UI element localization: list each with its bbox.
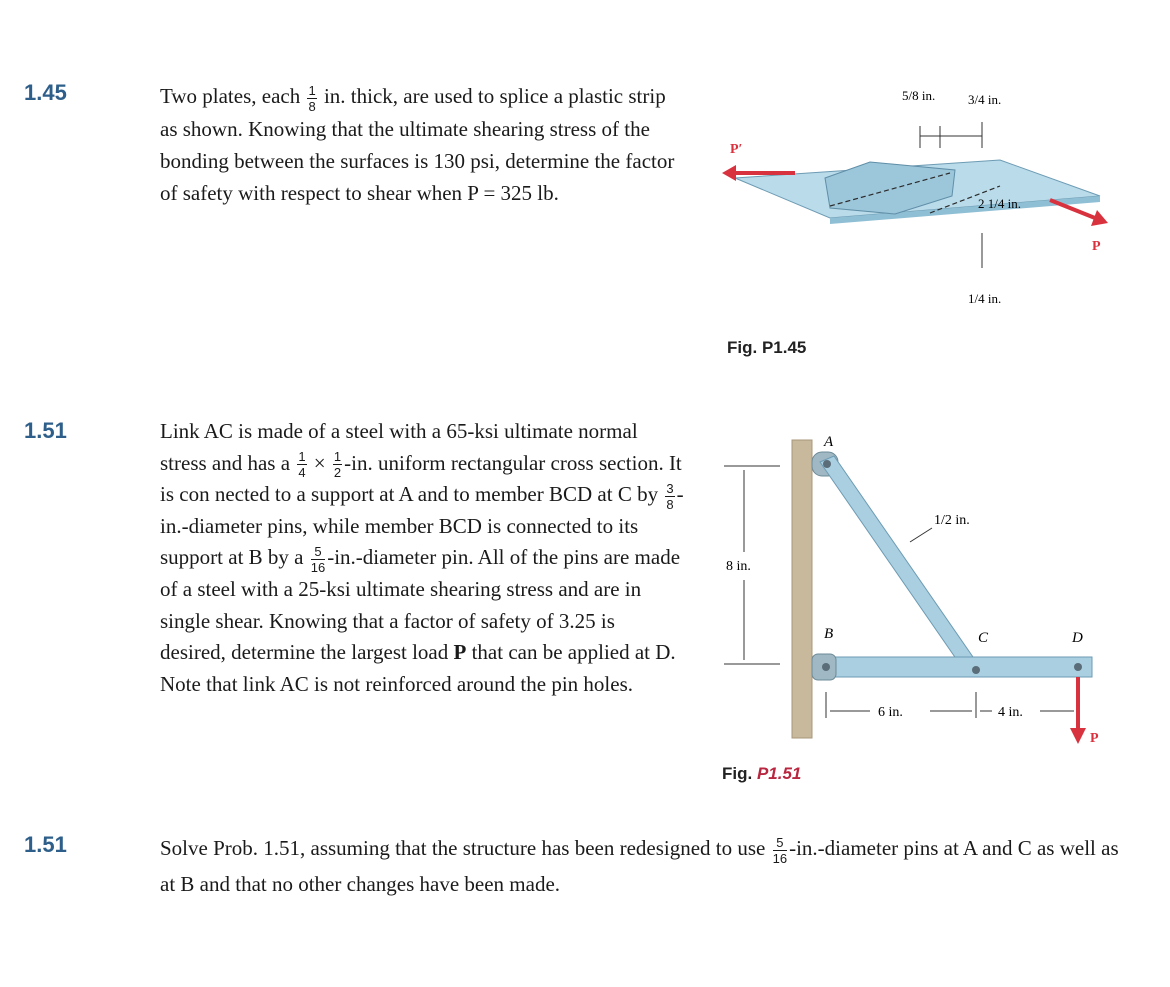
fraction [773,836,787,865]
pin-d [1074,663,1082,671]
problem-text [160,80,685,209]
fraction [307,84,316,113]
figure-p1-45 [720,78,1120,328]
fraction [311,545,325,574]
text-span: Solve Prob. 1.51, assuming that the structure has been redesigned to use [160,836,766,860]
problem-number: 1.51 [24,418,67,443]
numerator: 5 [773,836,787,851]
fraction [665,482,674,511]
wall-support [792,440,812,738]
load-arrowhead-p [1070,728,1086,744]
label-p: P [1092,239,1101,254]
problem-number: 1.45 [24,80,67,105]
dim-leader [910,528,932,542]
label-a: A [824,434,834,450]
numerator: 5 [311,545,325,560]
dim-five-eighths: 5/8 in. [902,88,936,103]
text-span: that can be applied at D. Note that link AC is not reinforced around the pin holes. [160,640,676,696]
dim-6in: 6 in. [878,705,903,720]
fraction [297,450,306,479]
dim-one-quarter: 1/4 in. [968,291,1002,306]
caption-prefix: Fig. [722,764,757,783]
label-b: B [824,626,834,642]
pin-a [823,460,831,468]
figure-caption-p1-45: Fig. P1.45 [727,338,807,357]
figure-p1-51 [720,430,1120,750]
pin-b [822,663,830,671]
problem-text [160,416,685,700]
numerator: 1 [298,449,306,465]
dim-4in: 4 in. [998,705,1023,720]
text-span: -in. uniform rectangular cross section. It is con nected to a support at A and to member BCD at C by [160,450,682,507]
problem-number: 1.51 [24,832,67,857]
denominator: 2 [333,465,342,481]
denominator: 16 [310,560,326,576]
caption-number: P1.51 [756,764,802,783]
denominator: 4 [298,465,306,481]
load-arrowhead-left [722,165,736,181]
text-span: × [308,450,331,475]
link-ac [820,456,982,676]
numerator: 1 [308,82,316,98]
denominator: 16 [772,850,788,866]
text-span: -in.-diameter pins, while member BCD is connected to its support at B by a [160,482,684,570]
member-bcd [814,657,1092,677]
figure-caption-p1-51 [722,764,801,784]
label-c: C [978,630,989,646]
pin-c [972,666,980,674]
problem-text [160,830,1130,902]
text-span: Two plates, each [160,84,301,108]
dim-half: 1/2 in. [934,513,970,528]
text-span: -in.-diameter pin. All of the pins are made of a steel with a 25-ksi ultimate shearing stress and are in single shear. Knowing that a factor of safety of 3.25 is desired, determine the largest load [160,545,681,665]
fraction [333,450,342,479]
numerator: 1 [333,449,342,465]
denominator: 8 [308,98,316,114]
numerator: 3 [666,480,674,496]
text-span: in. thick, are used to splice a plastic strip as shown. Knowing that the ultimate shearing stress of the bonding between the surfaces is 130 psi, determine the factor of safety with respect to shear when P = 325 lb. [160,84,675,205]
text-span: -in.-diameter pins at A and C as well as at B and that no other changes have been made. [160,836,1119,896]
denominator: 8 [666,496,674,512]
text-span: Link AC is made of a steel with a 65-ksi ultimate normal stress and has a [160,419,638,475]
bold-load: P [453,640,467,665]
dim-three-quarters: 3/4 in. [968,92,1002,107]
label-p-prime: P′ [730,142,743,157]
dim-two-quarter: 2 1/4 in. [978,196,1021,211]
dim-8in: 8 in. [726,559,751,574]
label-p: P [1090,731,1099,746]
label-d: D [1072,630,1083,646]
